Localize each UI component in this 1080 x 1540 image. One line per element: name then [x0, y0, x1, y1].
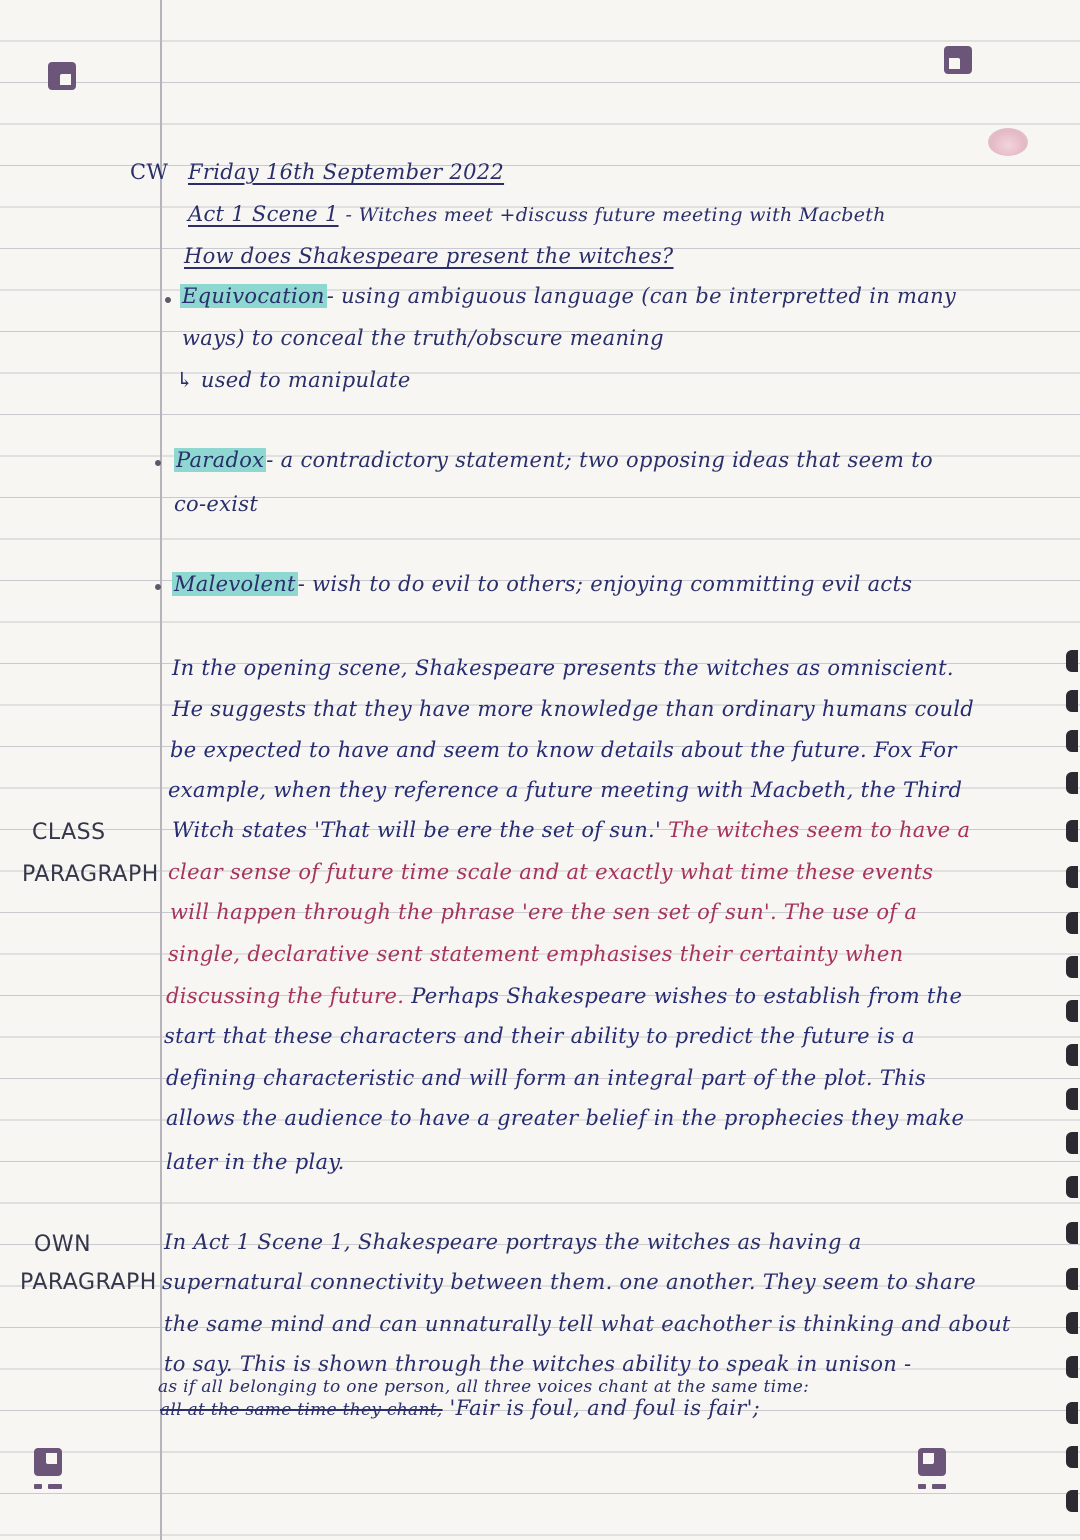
cw-label: CW: [130, 160, 169, 184]
spiral-ring: [1066, 1356, 1078, 1378]
spiral-ring: [1066, 1490, 1078, 1512]
page-corner-marker-icon: [918, 1448, 946, 1476]
class-label: CLASS: [32, 820, 106, 845]
margin-line: [160, 0, 162, 1540]
spiral-ring: [1066, 866, 1078, 888]
paragraph-line: defining characteristic and will form an integral part of the plot. This: [166, 1066, 927, 1090]
note-text: ways) to conceal the truth/obscure meaning: [182, 326, 664, 350]
note-malevolent: [172, 572, 912, 596]
term-equivocation: Equivocation: [182, 284, 325, 308]
act-scene-heading: Act 1 Scene 1: [188, 202, 339, 226]
spiral-ring: [1066, 1268, 1078, 1290]
note-text: - a contradictory statement; two opposing ideas that seem to: [266, 448, 933, 472]
term-malevolent: Malevolent: [174, 572, 296, 596]
paragraph-line: to say. This is shown through the witches ability to speak in unison -: [164, 1352, 912, 1376]
question-heading: How does Shakespeare present the witches?: [184, 244, 674, 268]
own-label: OWN: [34, 1232, 92, 1257]
paragraph-line-last: all at the same time they chant, 'Fair is foul, and foul is fair';: [160, 1396, 761, 1420]
spiral-ring: [1066, 912, 1078, 934]
marker-dash: [48, 1484, 62, 1489]
spiral-ring: [1066, 1044, 1078, 1066]
page-corner-marker-icon: [34, 1448, 62, 1476]
paragraph-line: later in the play.: [166, 1150, 345, 1174]
punch-hole: [988, 128, 1028, 156]
spiral-ring: [1066, 1088, 1078, 1110]
spiral-ring: [1066, 690, 1078, 712]
page-corner-marker-icon: [48, 62, 76, 90]
spiral-ring: [1066, 650, 1078, 672]
note-text: co-exist: [174, 492, 259, 516]
arrow-icon: ↳: [176, 368, 194, 392]
spiral-ring: [1066, 1312, 1078, 1334]
term-paradox: Paradox: [176, 448, 265, 472]
spiral-ring: [1066, 1176, 1078, 1198]
note-text: - wish to do evil to others; enjoying committing evil acts: [297, 572, 913, 596]
marker-dash: [918, 1484, 926, 1489]
bullet-point: [155, 584, 161, 590]
paragraph-line: single, declarative sent statement emphasises their certainty when: [168, 942, 904, 966]
note-subpoint: ↳ used to manipulate: [176, 368, 411, 392]
spiral-ring: [1066, 1402, 1078, 1424]
paragraph-line-mixed: discussing the future. Perhaps Shakespeare wishes to establish from the: [166, 984, 963, 1008]
marker-dash: [932, 1484, 946, 1489]
note-text: - using ambiguous language (can be interpretted in many: [326, 284, 957, 308]
paragraph-line: allows the audience to have a greater belief in the prophecies they make: [166, 1106, 965, 1130]
paragraph-line: In Act 1 Scene 1, Shakespeare portrays the witches as having a: [164, 1230, 862, 1254]
paragraph-line: In the opening scene, Shakespeare presents the witches as omniscient.: [172, 656, 954, 680]
marker-dash: [34, 1484, 42, 1489]
paragraph-line: clear sense of future time scale and at exactly what time these events: [168, 860, 934, 884]
spiral-ring: [1066, 820, 1078, 842]
note-equivocation: [180, 284, 956, 308]
spiral-ring: [1066, 1132, 1078, 1154]
bullet-point: [165, 297, 171, 303]
note-paradox: [174, 448, 933, 472]
paragraph-line: the same mind and can unnaturally tell what eachother is thinking and about: [164, 1312, 1011, 1336]
paragraph-line: start that these characters and their ability to predict the future is a: [164, 1024, 915, 1048]
paragraph-label: PARAGRAPH: [22, 862, 159, 887]
page-corner-marker-icon: [944, 46, 972, 74]
act-description: - Witches meet +discuss future meeting with Macbeth: [345, 204, 886, 226]
paragraph-line: supernatural connectivity between them. one another. They seem to share: [162, 1270, 977, 1294]
inserted-line: as if all belonging to one person, all three voices chant at the same time:: [158, 1377, 810, 1397]
paragraph-line-mixed: Witch states 'That will be ere the set of sun.' The witches seem to have a: [172, 818, 971, 842]
paragraph-line: be expected to have and seem to know details about the future. Fox For: [170, 738, 957, 762]
spiral-ring: [1066, 956, 1078, 978]
spiral-ring: [1066, 1000, 1078, 1022]
paragraph-label: PARAGRAPH: [20, 1270, 157, 1295]
spiral-ring: [1066, 1446, 1078, 1468]
paragraph-line: will happen through the phrase 'ere the sen set of sun'. The use of a: [170, 900, 918, 924]
spiral-ring: [1066, 1222, 1078, 1244]
spiral-ring: [1066, 772, 1078, 794]
bullet-point: [155, 460, 161, 466]
paragraph-line: He suggests that they have more knowledge than ordinary humans could: [172, 697, 975, 721]
paragraph-line: example, when they reference a future meeting with Macbeth, the Third: [168, 778, 963, 802]
date-heading: Friday 16th September 2022: [188, 160, 505, 184]
spiral-ring: [1066, 730, 1078, 752]
